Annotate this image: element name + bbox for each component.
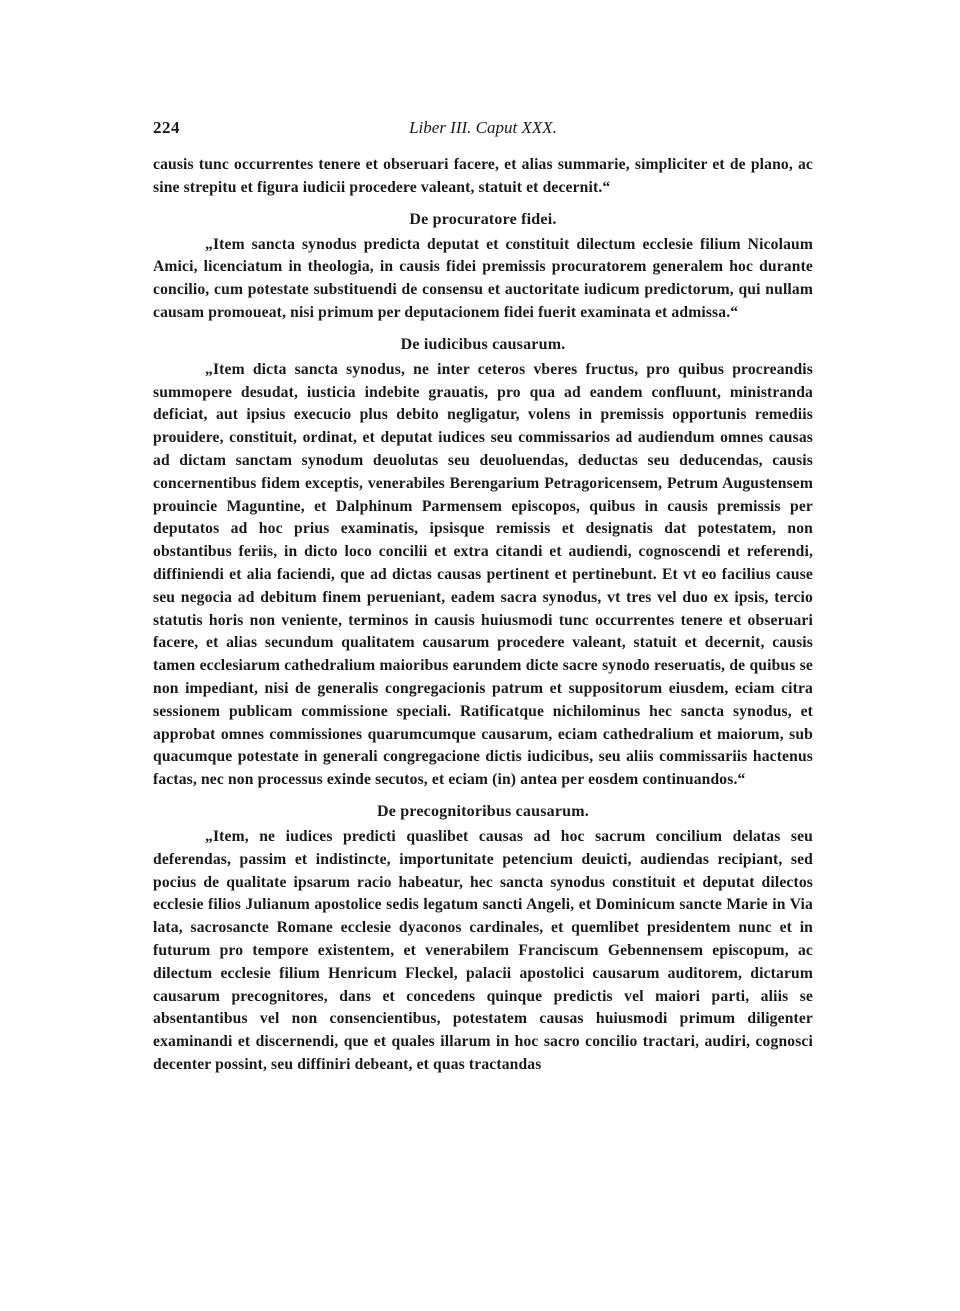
paragraph-continuation: causis tunc occurrentes tenere et obseruari facere, et alias summarie, simpliciter et de plano, ac sine strepitu et figura iudicii procedere valeant, statuit et decernit.“ <box>153 156 813 196</box>
page-number: 224 <box>153 118 180 137</box>
paragraph-precognitoribus: „Item, ne iudices predicti quaslibet causas ad hoc sacrum concilium delatas seu deferendas, passim et indistincte, importunitate petencium deuicti, audiendas recipiant, sed pocius de qualitate ipsarum racio habeatur, hec sancta synodus constituit et deputat dilectos ecclesie filios Julianum apostolice sedis legatum sancti Angeli, et Dominicum sancte Marie in Via lata, sacrosancte Romane ecclesie dyaconos cardinales, et quemlibet presidentem nunc et in futurum pro tempore existentem, et venerabilem Franciscum Gebennensem episcopum, ac dilectum ecclesie filium Henricum Fleckel, palacii apostolici causarum auditorem, dictarum causarum precognitores, dans et concedens quinque predictis vel maiori parti, aliis se absentantibus vel non consencientibus, potestatem causas huiusmodi primum diligenter examinandi et discernendi, que et quales illarum in hoc sacro concilio tractari, audiri, cognosci decenter possint, seu diffiniri debeant, et quas tractandas <box>153 827 813 1073</box>
running-header <box>153 118 813 142</box>
section-heading-procuratore: De procuratore fidei. <box>409 210 557 228</box>
running-title: Liber III. Caput XXX. <box>409 118 557 137</box>
paragraph-iudicibus: „Item dicta sancta synodus, ne inter ceteros vberes fructus, pro quibus procreandis summopere desudat, iusticia indebite grauatis, pro qua ad eandem confluunt, ministranda deficiat, aut ipsius execucio plus debito negligatur, volens in premissis opportunis remediis prouidere, constituit, ordinat, et deputat iudices seu commissarios ad audiendum omnes causas ad dictam sanctam synodum deuolutas seu deuoluendas, deductas seu deducendas, causis concernentibus fidem exceptis, venerabiles Berengarium Petragoricensem, Petrum Augustensem prouincie Maguntine, et Dalphinum Parmensem episcopos, quibus in causis premissis per deputatos ad hoc prius examinatis, ipsisque remissis et designatis dat potestatem, non obstantibus feriis, in dicto loco concilii et extra citandi et audiendi, cognoscendi et referendi, diffiniendi et alia faciendi, que ad dictas causas pertinent et pertinebunt. Et vt eo facilius cause seu negocia ad debitum finem perueniant, eadem sacra synodus, vt tres vel duo ex ipsis, tercio statutis horis non veniente, terminos in causis huiusmodi tunc occurrentes tenere et obseruari facere, et alias secundum qualitatem causarum procedere valeant, statuit et decernit, causis tamen ecclesiarum cathedralium maioribus earundem dicte sacre synodo reseruatis, de quibus se non impediant, nisi de generalis congregacionis patrum et suppositorum eiusdem, eciam citra sessionem publicam commissione speciali. Ratificatque nichilominus hec sancta synodus, et approbat omnes commissiones quarumcumque causarum, eciam cathedralium et maiorum, sub quacumque potestate in generali congregacione dictis iudicibus, seu aliis commissariis hactenus factas, nec non processus exinde secutos, et eciam (in) antea per eosdem continuandos.“ <box>153 360 813 789</box>
section-heading-iudicibus: De iudicibus causarum. <box>400 335 566 353</box>
section-heading-precognitoribus: De precognitoribus causarum. <box>377 802 589 820</box>
document-page <box>153 118 813 1077</box>
paragraph-procuratore: „Item sancta synodus predicta deputat et constituit dilectum ecclesie filium Nicolaum Amici, licenciatum in theologia, in causis fidei premissis procuratorem generalem hoc durante concilio, cum potestate substituendi de consensu et auctoritate iudicum predictorum, qui nullam causam promoueat, nisi primum per deputacionem fidei fuerit examinata et admissa.“ <box>153 235 813 321</box>
